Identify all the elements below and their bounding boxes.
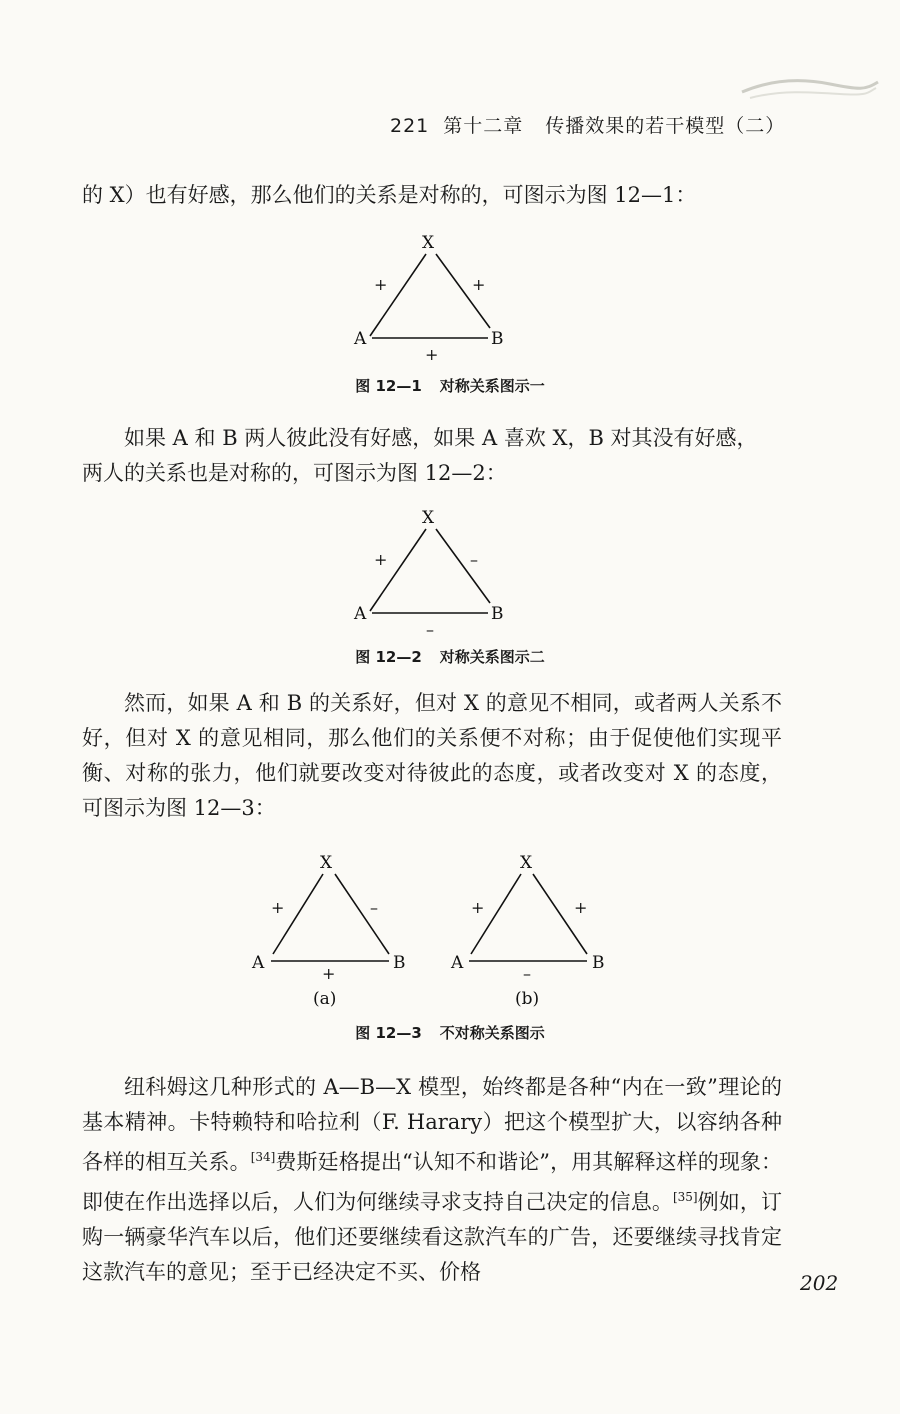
node-b-label: B [592, 953, 605, 973]
figure-12-1-diagram [340, 228, 520, 370]
paragraph-2-line-2: 两人的关系也是对称的，可图示为图 12—2： [82, 461, 507, 485]
paragraph-4-text [82, 1070, 782, 1290]
paragraph-2 [82, 421, 782, 491]
sign-a-b: – [523, 964, 531, 983]
sign-b-x: + [574, 898, 588, 917]
sign-a-b: + [425, 345, 439, 364]
header-chapter: 第十二章 [443, 115, 524, 137]
paragraph-4-part-b: 费斯廷格提出“认知不和谐论”，用其解释这样的现象：即使在作出选择以后，人们为何继续寻求支持自己决定的信息。 [82, 1150, 782, 1214]
sign-a-x: + [271, 898, 285, 917]
sign-a-b: + [322, 964, 336, 983]
header-page-number: 221 [390, 115, 430, 137]
paragraph-4-part-c: 例如，订购一辆豪华汽车以后，他们还要继续看这款汽车的广告，还要继续寻找肯定这款汽车的意见；至于已经决定不买、价格 [82, 1190, 782, 1284]
edge-x-b [436, 529, 490, 603]
node-a-label: A [451, 953, 464, 973]
paragraph-1 [82, 178, 782, 213]
paragraph-1-text: 的 X）也有好感，那么他们的关系是对称的，可图示为图 12—1： [82, 183, 697, 207]
figure-number: 图 12—1 [355, 377, 422, 395]
sign-a-x: + [374, 550, 388, 569]
page-folio: 202 [800, 1271, 839, 1295]
node-x-label: X [422, 508, 435, 528]
paragraph-2-line-1: 如果 A 和 B 两人彼此没有好感，如果 A 喜欢 X，B 对其没有好感， [124, 426, 758, 450]
node-a-label: A [354, 329, 367, 349]
header-chapter-title: 传播效果的若干模型（二） [545, 115, 786, 137]
node-b-label: B [491, 604, 504, 624]
footnote-ref-34[interactable]: [34] [250, 1150, 276, 1164]
sign-a-b: – [426, 620, 434, 639]
paragraph-3-text: 然而，如果 A 和 B 的关系好，但对 X 的意见不相同，或者两人关系不好，但对 X 的意见相同，那么他们的关系便不对称；由于促使他们实现平衡、对称的张力，他们就要改变对待彼此的态度，或者改变对 X 的态度，可图示为图 12—3： [82, 691, 782, 820]
node-x-label: X [520, 853, 533, 873]
node-x-label: X [320, 853, 333, 873]
running-header [390, 111, 810, 138]
figure-12-3a-diagram [243, 848, 423, 1008]
sign-a-x: + [374, 275, 388, 294]
figure-number: 图 12—3 [355, 1024, 422, 1042]
figure-caption-text: 不对称关系图示 [439, 1024, 545, 1042]
figure-caption-text: 对称关系图示一 [439, 377, 545, 395]
node-x-label: X [422, 233, 435, 253]
paragraph-4-part-a: 纽科姆这几种形式的 A—B—X 模型，始终都是各种“内在一致”理论的基本精神。卡特赖特和哈拉利（F. Harary）把这个模型扩大，以容纳各种各样的相互关系。 [82, 1075, 782, 1174]
sign-a-x: + [471, 898, 485, 917]
node-a-label: A [354, 604, 367, 624]
figure-12-2-diagram [340, 503, 520, 643]
sign-b-x: + [472, 275, 486, 294]
figure-number: 图 12—2 [355, 648, 422, 666]
node-a-label: A [252, 953, 265, 973]
subfigure-label: (b) [515, 989, 540, 1008]
paragraph-3 [82, 686, 782, 826]
edge-a-x [370, 254, 426, 336]
sign-b-x: – [370, 898, 378, 917]
edge-a-x [370, 529, 426, 611]
figure-12-2-caption [0, 646, 900, 667]
figure-caption-text: 对称关系图示二 [439, 648, 545, 666]
footnote-ref-35[interactable]: [35] [672, 1190, 698, 1204]
figure-12-3-caption [0, 1022, 900, 1043]
paragraph-4 [82, 1070, 782, 1290]
figure-12-3b-diagram [441, 848, 621, 1008]
subfigure-label: (a) [313, 989, 337, 1008]
node-b-label: B [491, 329, 504, 349]
node-b-label: B [393, 953, 406, 973]
edge-x-b [335, 874, 389, 954]
decorative-brush-stroke [740, 70, 880, 110]
sign-b-x: – [470, 550, 478, 569]
figure-12-1-caption [0, 375, 900, 396]
